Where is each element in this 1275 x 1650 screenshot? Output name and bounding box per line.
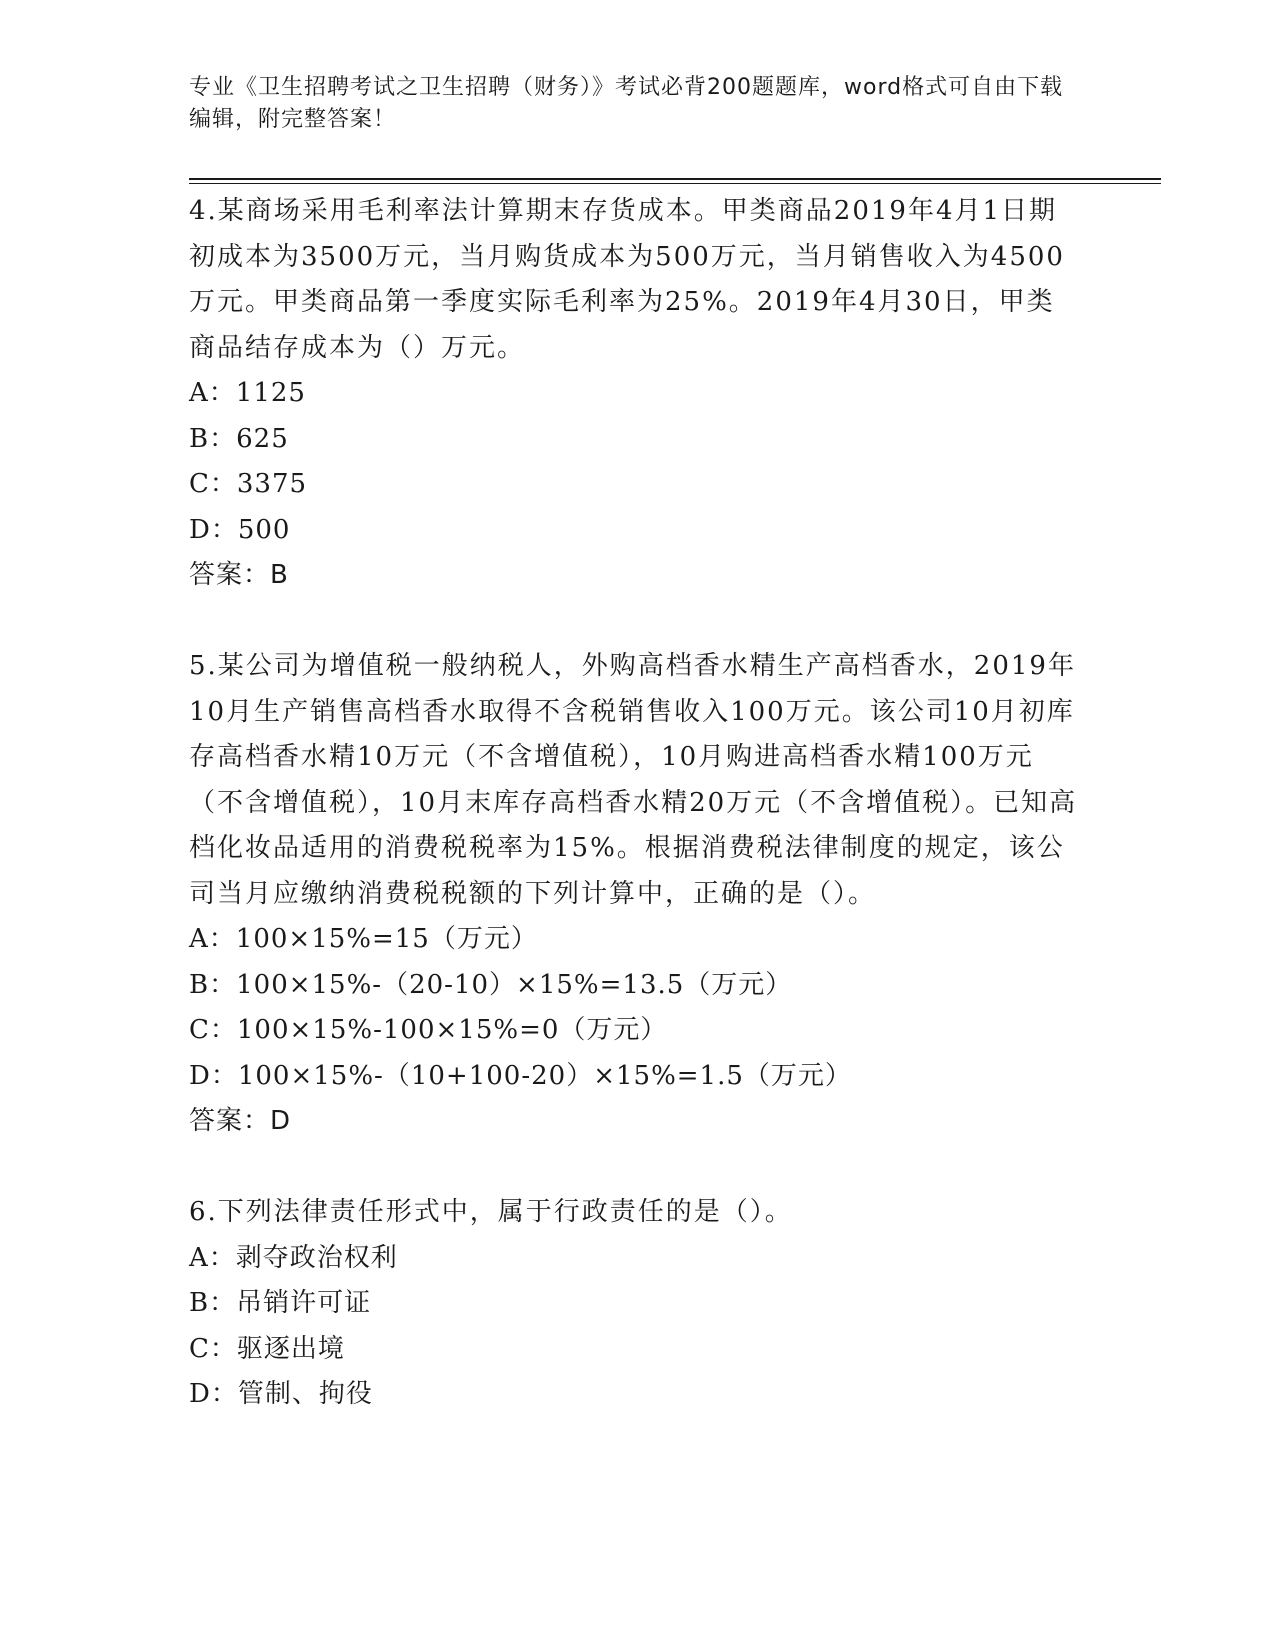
question-stem: 6.下列法律责任形式中，属于行政责任的是（）。 — [189, 1197, 793, 1227]
question-stem: 5.某公司为增值税一般纳税人，外购高档香水精生产高档香水，2019年10月生产销售高档香水取得不含税销售收入100万元。该公司10月初库存高档香水精10万元（不含增值税），10月购进高档香水精100万元（不含增值税），10月末库存高档香水精20万元（不含增值税）。已知高档化妆品适用的消费税税率为15%。根据消费税法律制度的规定，该公司当月应缴纳消费税税额的下列计算中，正确的是（）。 — [189, 651, 1078, 909]
option-b: B：625 — [189, 423, 289, 454]
spacer — [189, 599, 1079, 645]
option-a: A：1125 — [189, 378, 306, 408]
question-stem: 4.某商场采用毛利率法计算期末存货成本。甲类商品2019年4月1日期初成本为3500万元，当月购货成本为500万元，当月销售收入为4500万元。甲类商品第一季度实际毛利率为25%。2019年4月30日，甲类商品结存成本为（）万元。 — [189, 196, 1065, 363]
option-a: A：剥夺政治权利 — [189, 1242, 398, 1273]
option-d: D：500 — [189, 514, 291, 545]
option-d: D：100×15%-（10+100-20）×15%=1.5（万元） — [189, 1060, 852, 1091]
question-5 — [189, 644, 1079, 1145]
option-c: C：驱逐出境 — [189, 1333, 345, 1364]
document-header: 专业《卫生招聘考试之卫生招聘（财务）》考试必背200题题库，word格式可自由下载编辑，附完整答案！ — [189, 75, 1064, 132]
header-divider-thick — [189, 178, 1161, 180]
answer-line: 答案：D — [189, 1106, 292, 1136]
option-b: B：100×15%-（20-10）×15%=13.5（万元） — [189, 969, 793, 1000]
question-4 — [189, 189, 1079, 599]
option-d: D：管制、拘役 — [189, 1379, 373, 1409]
header-divider-thin — [189, 183, 1161, 184]
answer-line: 答案：B — [189, 560, 289, 590]
option-a: A：100×15%=15（万元） — [189, 924, 538, 954]
question-6 — [189, 1190, 1079, 1418]
spacer — [189, 1145, 1079, 1191]
question-list — [189, 189, 1079, 1418]
option-c: C：3375 — [189, 469, 308, 499]
option-b: B：吊销许可证 — [189, 1288, 372, 1318]
option-c: C：100×15%-100×15%=0（万元） — [189, 1015, 668, 1045]
